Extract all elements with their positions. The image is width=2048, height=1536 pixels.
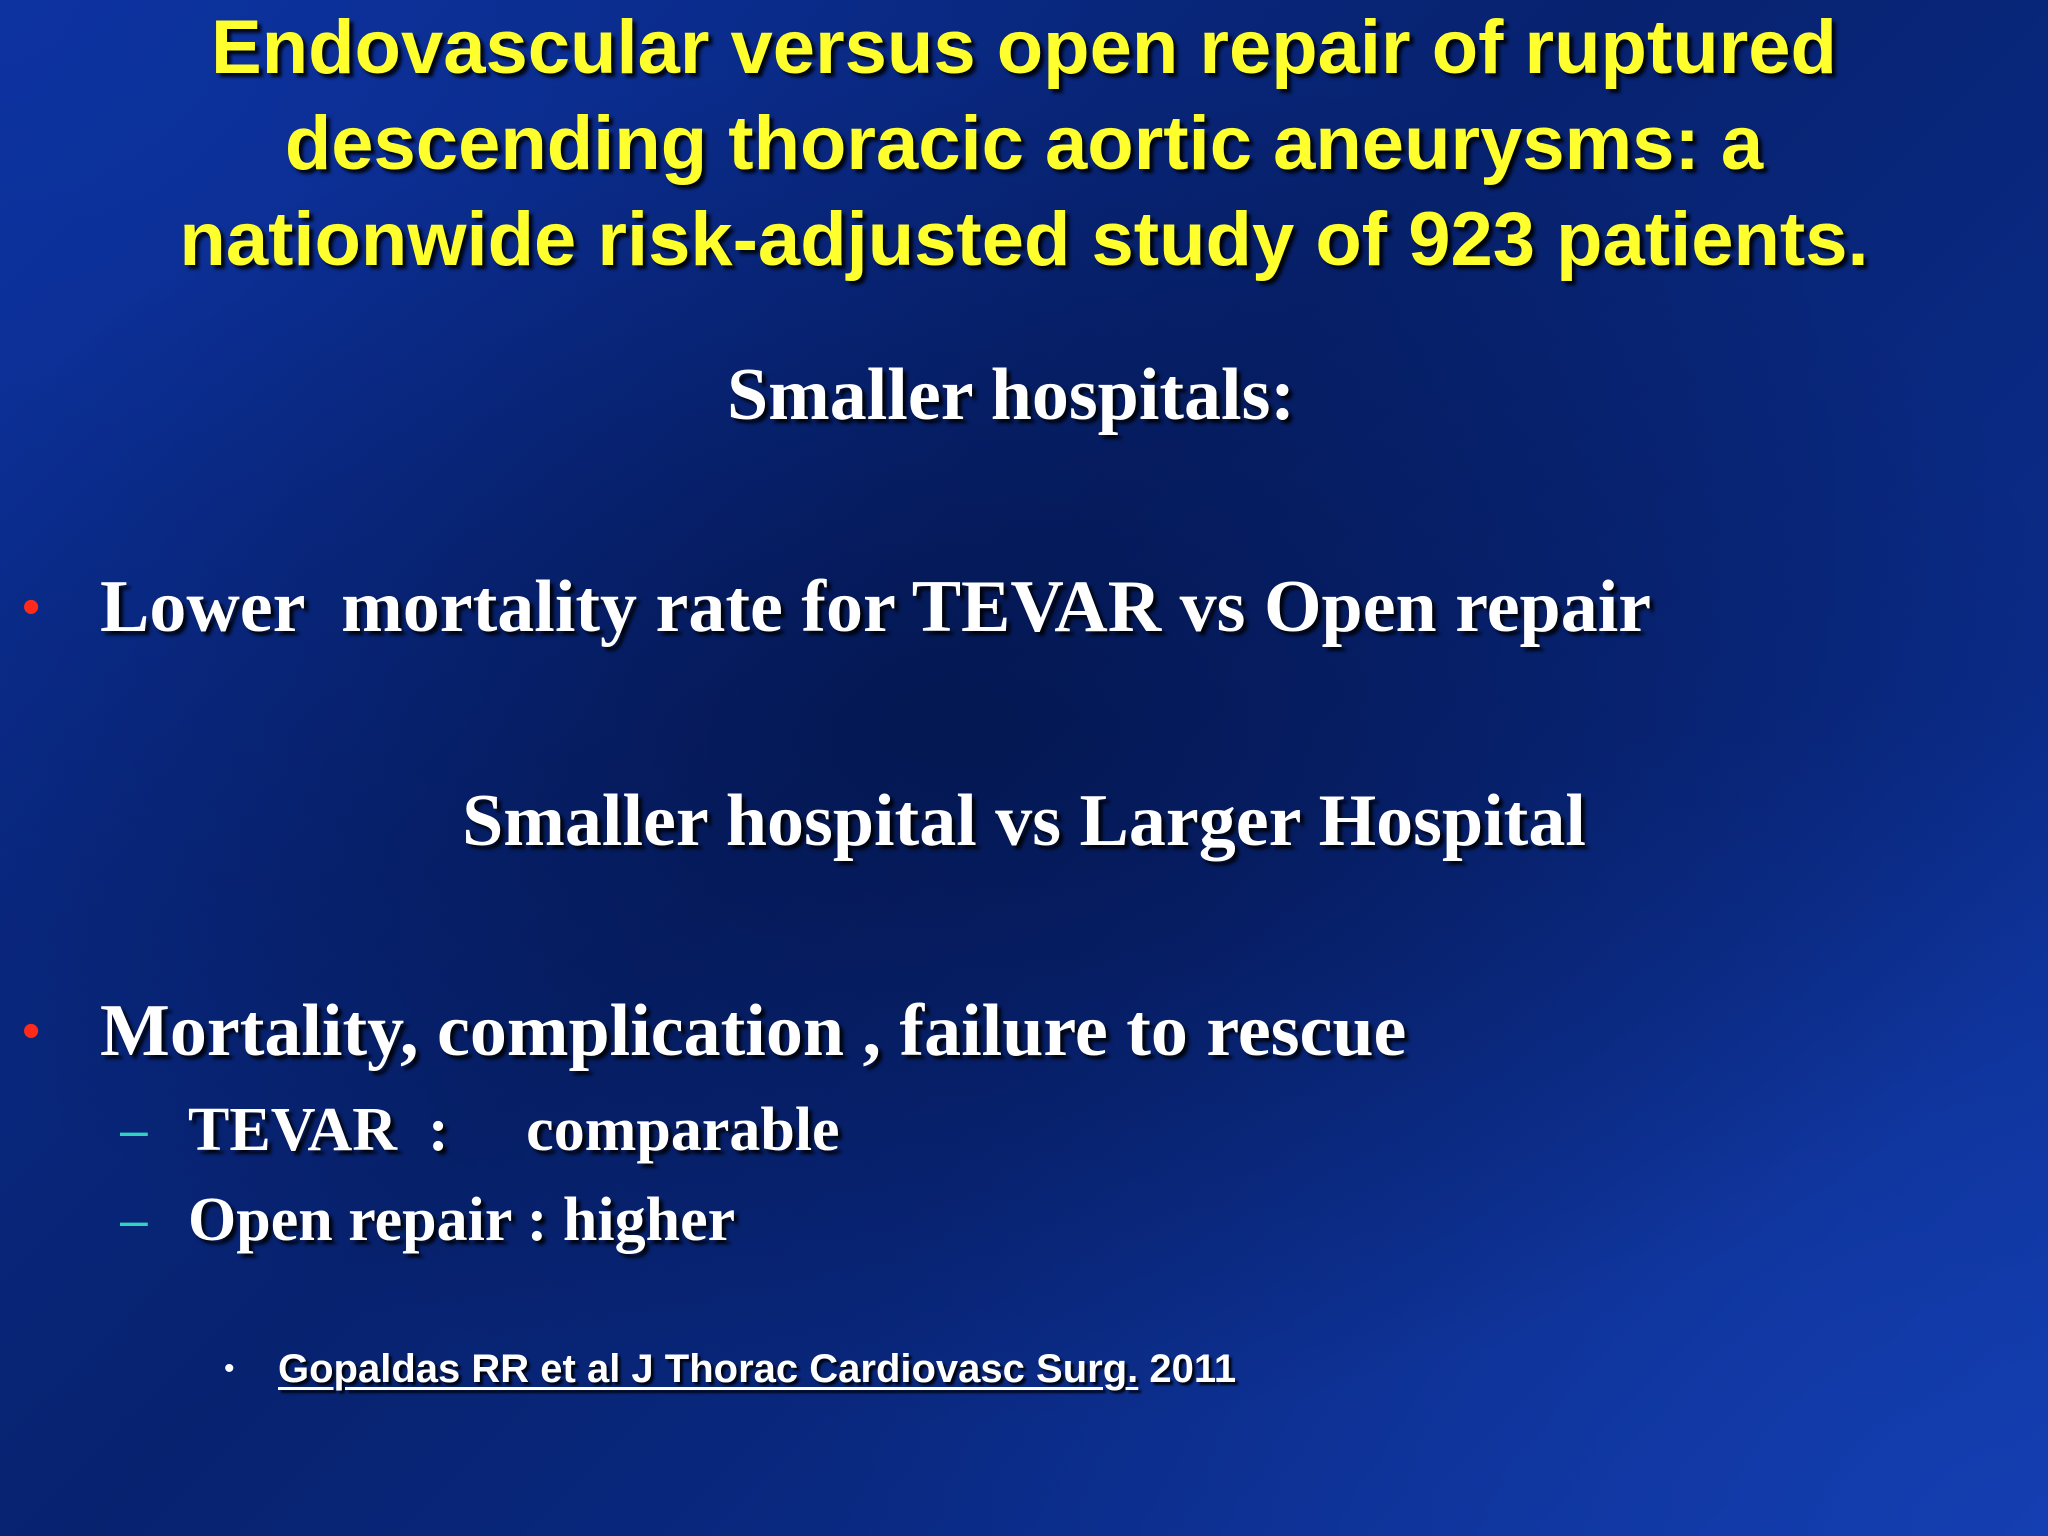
title-line-1: Endovascular versus open repair of ruptured — [211, 5, 1837, 90]
sub-bullet-tevar: TEVAR : comparable — [188, 1096, 840, 1164]
comparison-line: Smaller hospital vs Larger Hospital — [462, 780, 1586, 862]
bullet-mortality-complication: Mortality, complication , failure to rescue — [100, 990, 1407, 1072]
bullet-marker-1: • — [22, 578, 41, 636]
reference — [278, 1344, 1236, 1394]
sub-bullet-open-repair: Open repair : higher — [188, 1186, 736, 1254]
title-line-3: nationwide risk-adjusted study of 923 patients. — [179, 197, 1869, 282]
bullet-lower-mortality: Lower mortality rate for TEVAR vs Open repair — [100, 566, 1652, 648]
bullet-marker-2: • — [22, 1002, 41, 1060]
reference-year: 2011 — [1138, 1347, 1237, 1391]
sub-bullet-marker-2: – — [120, 1192, 148, 1248]
reference-marker: • — [224, 1352, 235, 1385]
title-line-2: descending thoracic aortic aneurysms: a — [284, 101, 1764, 186]
reference-link[interactable]: Gopaldas RR et al J Thorac Cardiovasc Surg. — [278, 1347, 1139, 1391]
subheading: Smaller hospitals: — [726, 354, 1296, 436]
slide-title — [60, 0, 1988, 288]
sub-bullet-marker-1: – — [120, 1102, 148, 1158]
